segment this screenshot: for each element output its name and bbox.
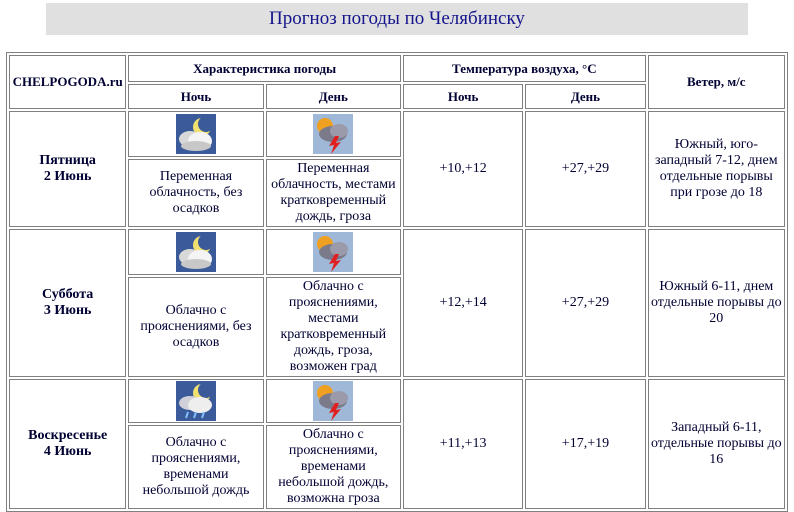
temp-night-cell: +10,+12 <box>403 111 523 227</box>
brand-header: CHELPOGODA.ru <box>9 55 126 109</box>
sun-thunderstorm-icon <box>313 232 353 272</box>
day-weather-header: День <box>266 84 401 109</box>
day-description: Облачно с прояснениями, временами небольшой дождь, возможна гроза <box>266 425 401 509</box>
day-name: Воскресенье <box>28 428 108 443</box>
temp-day-cell: +27,+29 <box>525 111 645 227</box>
day-description: Облачно с прояснениями, местами кратковременный дождь, гроза, возможен град <box>266 277 401 377</box>
day-icon-cell <box>266 229 401 275</box>
moon-cloudy-icon <box>176 232 216 272</box>
day-icon-cell <box>266 379 401 423</box>
temp-night-cell: +11,+13 <box>403 379 523 509</box>
night-icon-cell <box>128 111 263 157</box>
night-icon-cell <box>128 379 263 423</box>
table-row <box>9 111 785 157</box>
moon-cloudy-icon <box>176 114 216 154</box>
night-temp-header: Ночь <box>403 84 523 109</box>
table-row <box>9 379 785 423</box>
wind-cell: Западный 6-11, отдельные порывы до 16 <box>648 379 785 509</box>
wind-cell: Южный, юго-западный 7-12, днем отдельные порывы при грозе до 18 <box>648 111 785 227</box>
sun-thunderstorm-icon <box>313 114 353 154</box>
temp-night-cell: +12,+14 <box>403 229 523 377</box>
title-bar <box>46 3 748 35</box>
day-date: 4 Июнь <box>43 444 92 459</box>
day-date: 2 Июнь <box>43 169 92 184</box>
page-title: Прогноз погоды по Челябинску <box>269 8 525 29</box>
day-cell <box>9 379 126 509</box>
day-name: Пятница <box>39 153 96 168</box>
wind-header: Ветер, м/с <box>648 55 785 109</box>
night-description: Облачно с прояснениями, временами небольшой дождь <box>128 425 263 509</box>
wind-cell: Южный 6-11, днем отдельные порывы до 20 <box>648 229 785 377</box>
day-cell <box>9 229 126 377</box>
temperature-header: Температура воздуха, °C <box>403 55 646 82</box>
day-temp-header: День <box>525 84 645 109</box>
table-row <box>9 229 785 275</box>
day-cell <box>9 111 126 227</box>
night-weather-header: Ночь <box>128 84 263 109</box>
forecast-table <box>6 52 788 512</box>
day-icon-cell <box>266 111 401 157</box>
sun-thunderstorm-icon <box>313 381 353 421</box>
day-name: Суббота <box>42 287 94 302</box>
moon-rain-icon <box>176 381 216 421</box>
day-date: 3 Июнь <box>43 303 92 318</box>
day-description: Переменная облачность, местами кратковременный дождь, гроза <box>266 159 401 227</box>
night-icon-cell <box>128 229 263 275</box>
temp-day-cell: +17,+19 <box>525 379 645 509</box>
weather-characteristic-header: Характеристика погоды <box>128 55 401 82</box>
night-description: Переменная облачность, без осадков <box>128 159 263 227</box>
night-description: Облачно с прояснениями, без осадков <box>128 277 263 377</box>
temp-day-cell: +27,+29 <box>525 229 645 377</box>
